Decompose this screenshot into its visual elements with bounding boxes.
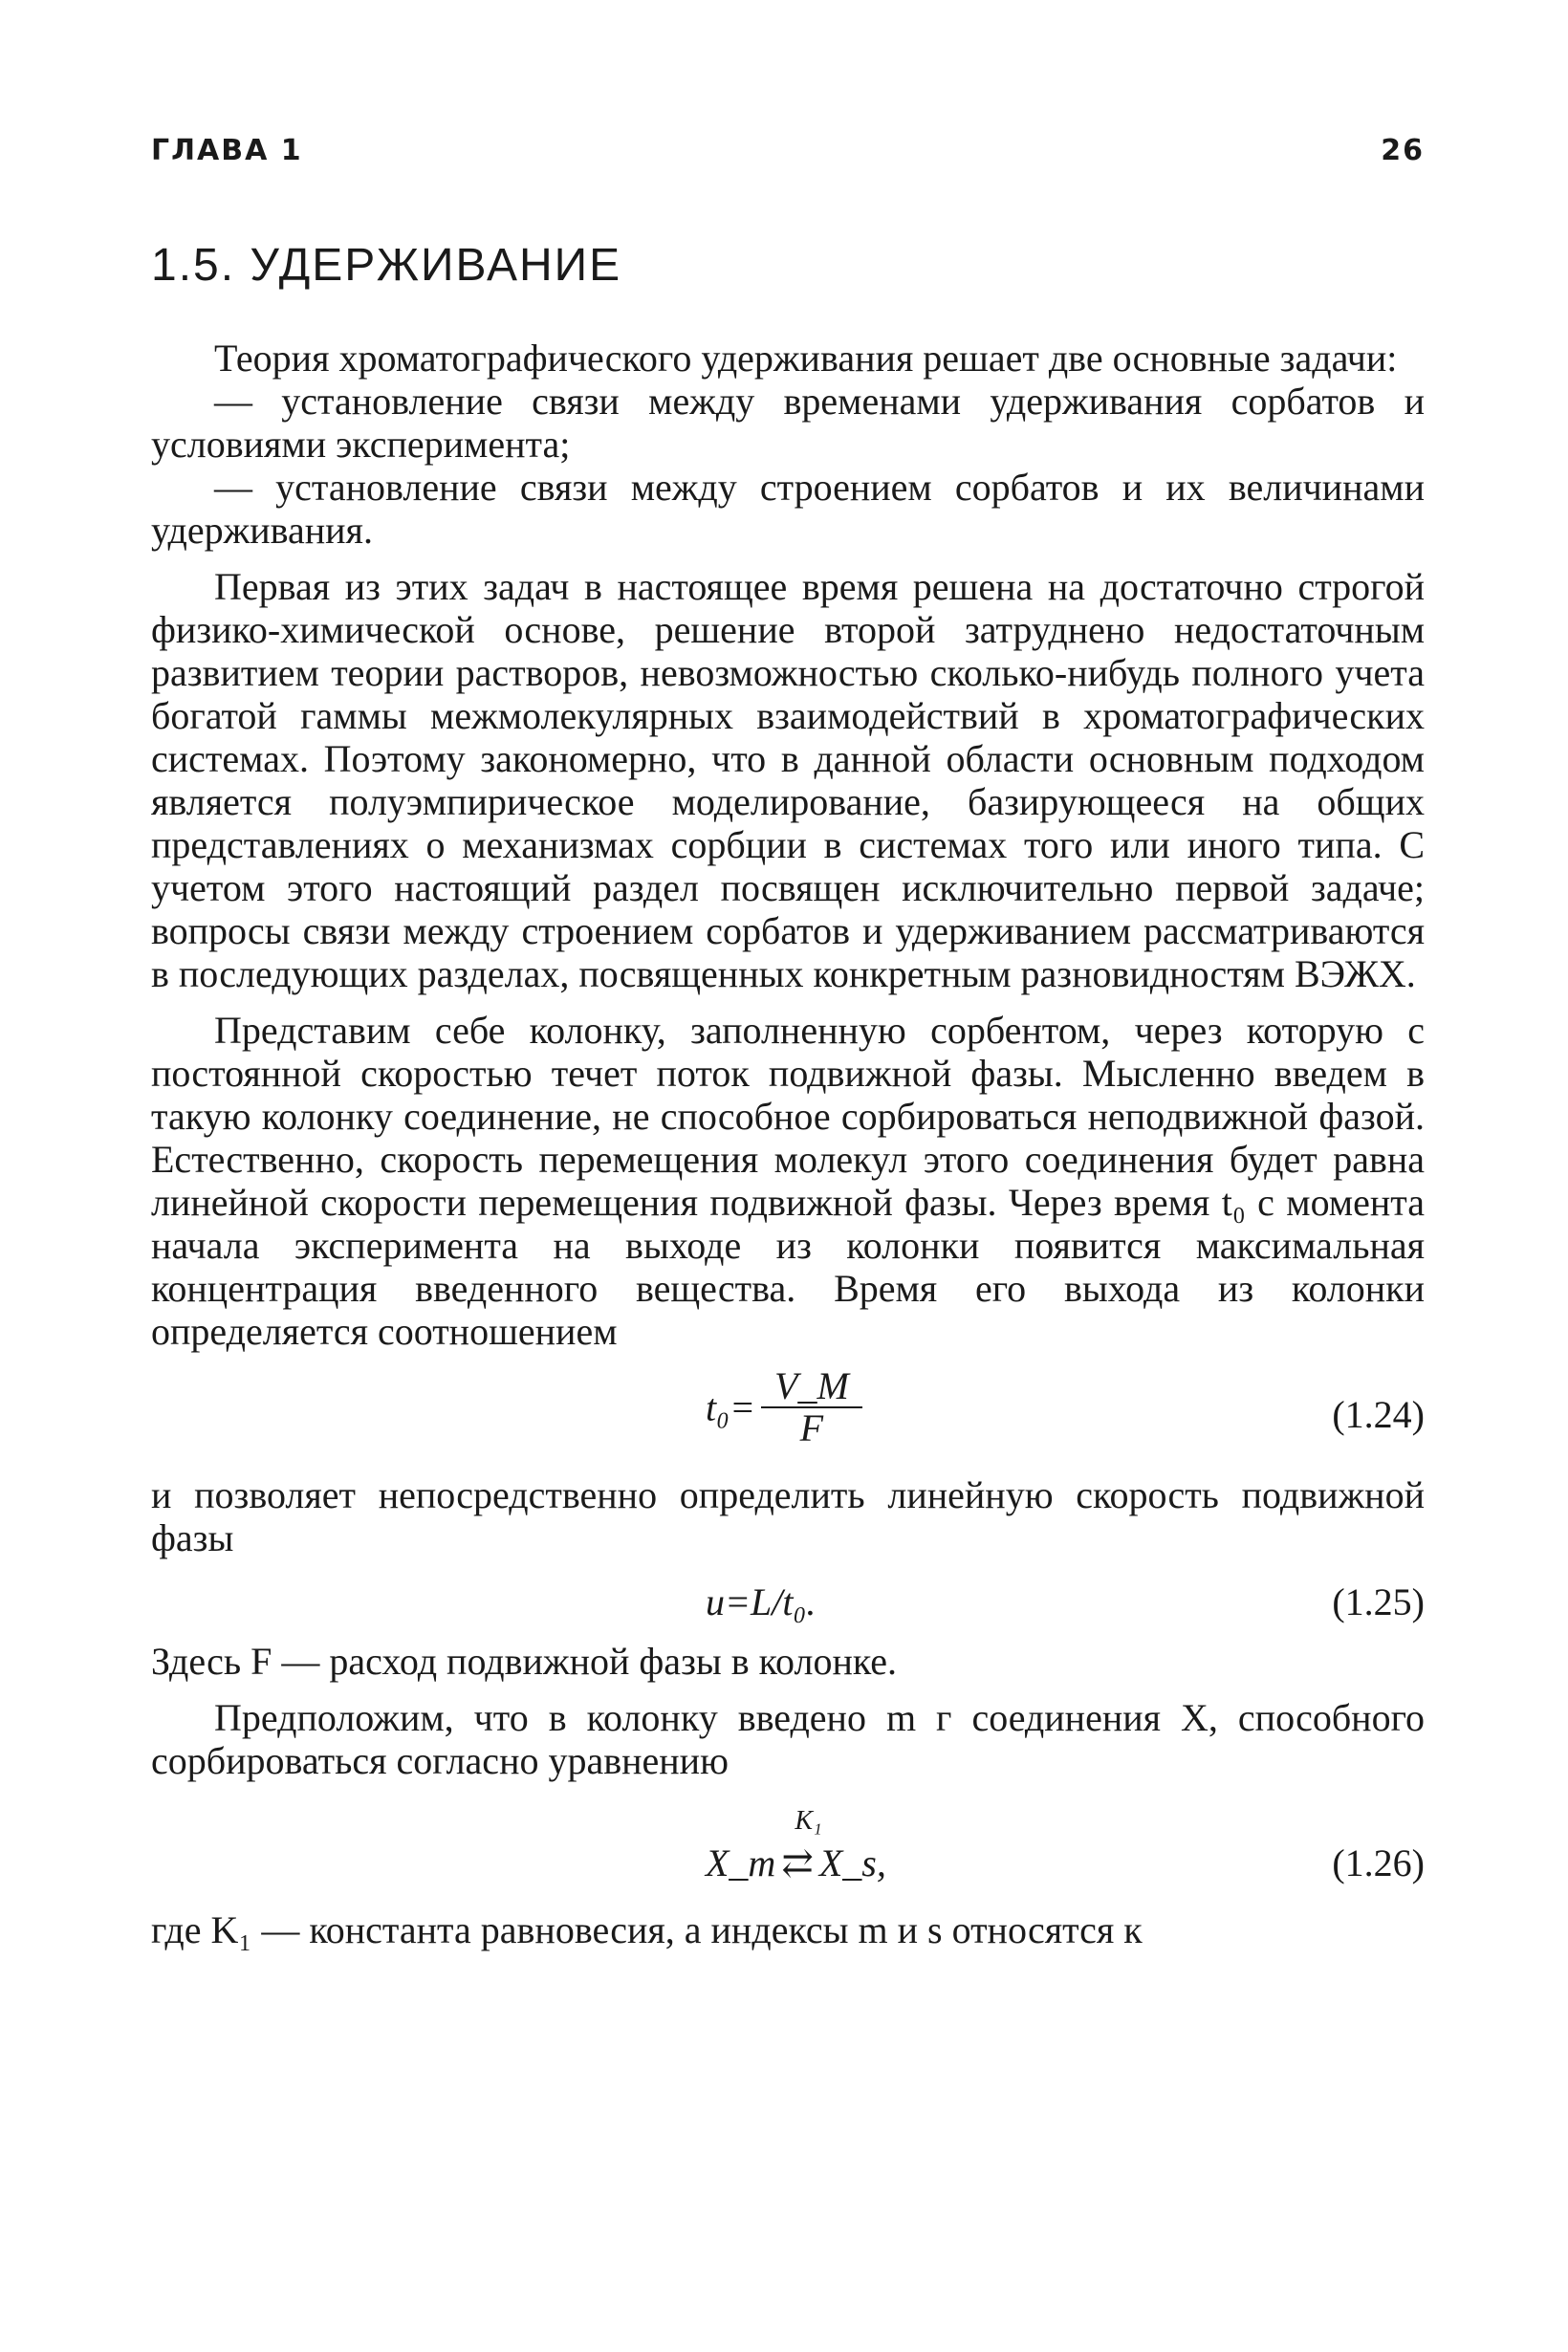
equilibrium-arrow xyxy=(781,1806,822,1884)
paragraph-column: Представим себе колонку, заполненную сорбентом, через которую с постоянной скоростью течет поток подвижной фазы. Мысленно введем в такую колонку соединение, не способное сорбироваться неподвижной фазой. Естественно, скорость перемещения молекул этого соединения будет равна линейной скорости перемещения подвижной фазы. Через время t₀ с момента начала эксперимента на выходе из колонки появится максимальная концентрация введенного вещества. Время его выхода из колонки определяется соотношением xyxy=(151,1009,1425,1353)
running-header xyxy=(151,134,1425,167)
fraction-numerator: V_M xyxy=(761,1366,862,1408)
equation-number: (1.25) xyxy=(1332,1580,1425,1623)
list-item-task-1: — установление связи между временами удерживания сорбатов и условиями эксперимента; xyxy=(151,380,1425,466)
equation-number: (1.26) xyxy=(1332,1841,1425,1884)
paragraph-intro: Теория хроматографического удерживания решает две основные задачи: xyxy=(214,337,1398,380)
page-number: 26 xyxy=(1381,134,1425,167)
equilibrium-constant: K₁ xyxy=(795,1806,822,1836)
paragraph-assumption: Предположим, что в колонку введено m г соединения X, способного сорбироваться согласно уравнению xyxy=(151,1696,1425,1782)
equation-1-26-left: X_m xyxy=(706,1841,776,1884)
equation-1-24-body xyxy=(706,1366,862,1448)
equation-1-24 xyxy=(151,1366,1425,1460)
paragraph-constant: где K₁ — константа равновесия, а индексы m и s относятся к xyxy=(151,1908,1143,1951)
equation-1-25 xyxy=(151,1571,1425,1628)
fraction xyxy=(761,1366,862,1448)
list-item-task-2: — установление связи между строением сорбатов и их величинами удерживания. xyxy=(151,466,1425,552)
section-title: 1.5. УДЕРЖИВАНИЕ xyxy=(151,240,622,291)
equation-1-26-right: X_s, xyxy=(818,1841,886,1884)
paragraph-velocity: и позволяет непосредственно определить линейную скорость подвижной фазы xyxy=(151,1473,1425,1559)
chapter-label: ГЛАВА 1 xyxy=(151,134,303,167)
paragraph-flow-rate: Здесь F — расход подвижной фазы в колонке. xyxy=(151,1640,898,1683)
equation-number: (1.24) xyxy=(1332,1393,1425,1436)
equation-1-25-body: u=L/t₀. xyxy=(706,1580,817,1623)
equilibrium-arrow-icon: ⇄ xyxy=(781,1841,814,1884)
page-body xyxy=(151,337,1425,1951)
paragraph-first-task: Первая из этих задач в настоящее время решена на достаточно строгой физико-химической основе, решение второй затруднено недостаточным развитием теории растворов, невозможностью сколько-нибудь полного учета богатой гаммы межмолекулярных взаимодействий в хроматографических системах. Поэтому закономерно, что в данной области основным подходом является полуэмпирическое моделирование, базирующееся на общих представлениях о механизмах сорбции в системах того или иного типа. С учетом этого настоящий раздел посвящен исключительно первой задаче; вопросы связи между строением сорбатов и удерживанием рассматриваются в последующих разделах, посвященных конкретным разновидностям ВЭЖХ. xyxy=(151,565,1425,995)
equation-1-26 xyxy=(151,1792,1425,1897)
equation-1-24-lhs: t₀= xyxy=(706,1385,756,1429)
fraction-denominator: F xyxy=(799,1406,824,1449)
equation-1-26-body xyxy=(706,1806,886,1884)
